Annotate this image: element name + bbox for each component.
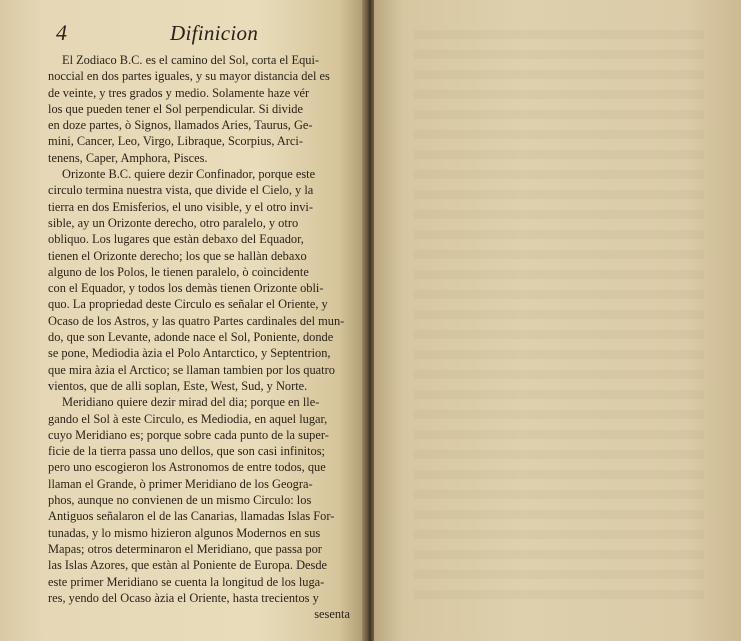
text-line: ficie de la tierra passa uno dellos, que son casi infinitos;	[48, 444, 325, 459]
right-page-blank	[374, 0, 741, 641]
text-line: que mira àzia el Arctico; se llaman tambien por los quatro	[48, 362, 335, 377]
text-line: sible, ay un Orizonte derecho, otro paralelo, y otro	[48, 215, 299, 230]
text-line: tierra en dos Emisferios, el uno visible, y el otro invi-	[48, 199, 313, 214]
text-line: tienen el Orizonte derecho; los que se hallàn debaxo	[48, 248, 307, 263]
text-line: Orizonte B.C. quiere dezir Confinador, porque este	[62, 167, 316, 182]
text-line: Antiguos señalaron el de las Canarias, llamadas Islas For-	[48, 509, 335, 524]
text-line: mini, Cancer, Leo, Virgo, Libraque, Scorpius, Arci-	[48, 134, 304, 149]
text-line: de veinte, y tres grados y medio. Solamente haze vér	[48, 85, 310, 100]
text-line: obliquo. Los lugares que estàn debaxo del Equador,	[48, 232, 304, 247]
text-line: los que pueden tener el Sol perpendicular. Si divide	[48, 101, 303, 116]
text-line: noccial en dos partes iguales, y su mayor distancia del es	[48, 69, 330, 84]
text-line: gando el Sol à este Circulo, es Mediodia, en aquel lugar,	[48, 411, 328, 426]
body-text	[48, 52, 364, 622]
text-line: alguno de los Polos, le tienen paralelo, ò coincidente	[48, 264, 309, 279]
text-line: El Zodiaco B.C. es el camino del Sol, corta el Equi-	[62, 53, 320, 67]
text-line: do, que son Levante, adonde nace el Sol, Poniente, donde	[48, 330, 334, 345]
text-line: con el Equador, y todos los demàs tienen Orizonte obli-	[48, 281, 324, 296]
text-line: las Islas Azores, que estàn al Poniente de Europa. Desde	[48, 558, 328, 573]
page-number: 4	[56, 20, 67, 45]
left-page	[0, 0, 368, 641]
text-line: tenens, Caper, Amphora, Pisces.	[48, 150, 208, 165]
text-line: res, yendo del Ocaso àzia el Oriente, hasta trecientos y	[48, 590, 319, 605]
text-line: vientos, que de alli soplan, Este, West, Sud, y Norte.	[48, 378, 308, 393]
text-line: quo. La propriedad deste Circulo es señalar el Oriente, y	[48, 297, 328, 312]
text-line: phos, aunque no convienen de un mismo Circulo: los	[48, 493, 312, 508]
text-line: sesenta	[314, 607, 350, 622]
text-line: cuyo Meridiano es; porque sobre cada punto de la super-	[48, 427, 329, 442]
text-line: este primer Meridiano se cuenta la longitud de los luga-	[48, 574, 325, 589]
text-line: Ocaso de los Astros, y las quatro Partes cardinales del mun-	[48, 313, 345, 328]
text-line: pero uno escogieron los Astronomos de entre todos, que	[48, 460, 326, 475]
running-head: Difinicion	[170, 21, 259, 45]
page-header	[56, 20, 356, 46]
text-line: llaman el Grande, ò primer Meridiano de los Geogra-	[48, 476, 313, 491]
text-line: tunadas, y lo mismo hizieron algunos Modernos en sus	[48, 525, 321, 540]
text-line: se pone, Mediodia àzia el Polo Antarctico, y Septentrion,	[48, 346, 331, 361]
text-line: Mapas; otros determinaron el Meridiano, que passa por	[48, 541, 322, 556]
text-line: Meridiano quiere dezir mirad del dia; porque en lle-	[62, 395, 320, 410]
show-through-texture	[414, 30, 704, 600]
text-line: circulo termina nuestra vista, que divide el Cielo, y la	[48, 183, 314, 198]
text-line: en doze partes, ò Signos, llamados Aries, Taurus, Ge-	[48, 118, 313, 133]
